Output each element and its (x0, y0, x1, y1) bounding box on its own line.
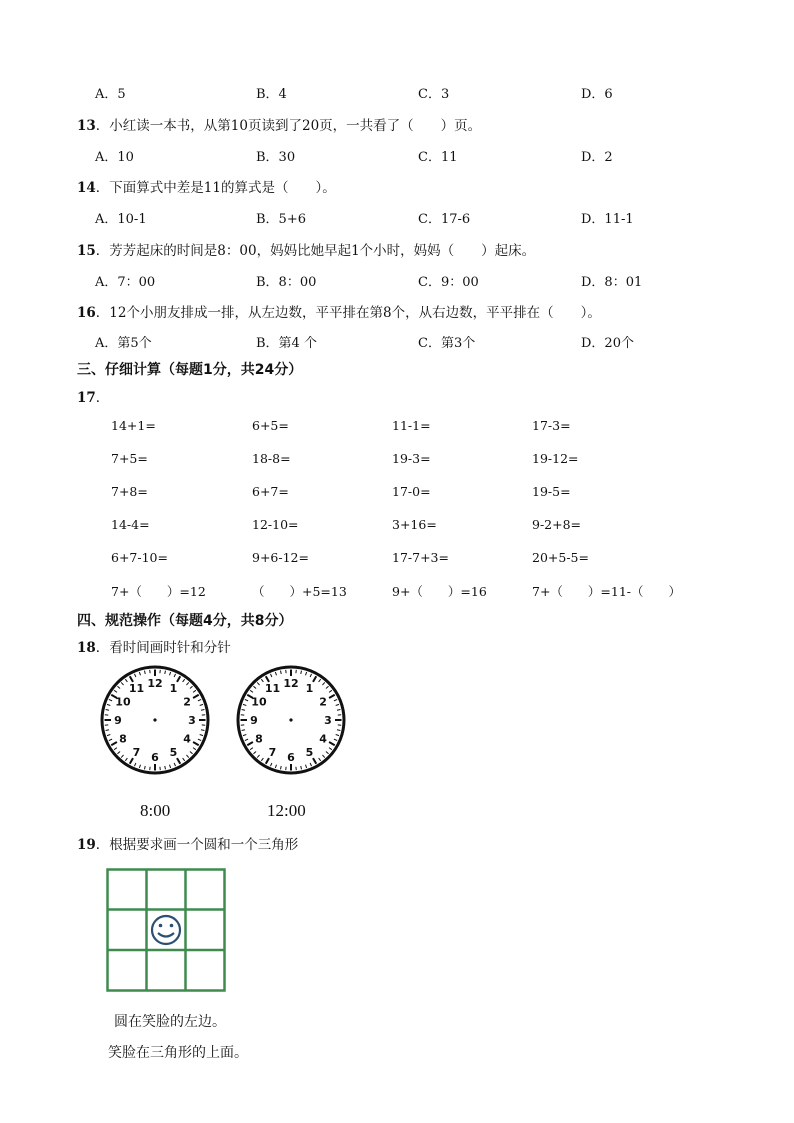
q16-option-a: A．第5个 (95, 336, 152, 351)
calc-item: 9+（ ）=16 (392, 584, 487, 599)
calc-item: 12-10= (252, 517, 299, 532)
section-4-heading: 四、规范操作（每题4分，共8分） (77, 613, 293, 629)
drawing-grid[interactable] (106, 868, 226, 992)
q13-option-a: A．10 (95, 150, 134, 165)
clock-number: 5 (305, 746, 314, 760)
clock-number: 6 (287, 751, 295, 764)
clock-tick (242, 710, 245, 711)
question-text: ．芳芳起床的时间是8：00，妈妈比她早起1个小时，妈妈（ ）起床。 (95, 243, 536, 259)
calc-item: 7+8= (111, 484, 148, 499)
question-text: ．12个小朋友排成一排，从左边数，平平排在第8个，从右边数，平平排在（ ）。 (95, 305, 601, 321)
clock-number: 3 (188, 714, 196, 727)
q12-option-c: C．3 (418, 87, 450, 102)
clock-tick (281, 671, 282, 674)
q12-option-d: D．6 (581, 87, 613, 102)
clock-number: 10 (115, 695, 131, 709)
q15-option-d: D．8：01 (581, 275, 643, 290)
calc-item: 18-8= (252, 451, 291, 466)
q16-option-b: B．第4 个 (256, 336, 317, 351)
smiley-face-icon (152, 916, 180, 944)
question-number: 18 (77, 640, 96, 656)
question-text: ．小红读一本书，从第10页读到了20页，一共看了（ ）页。 (95, 118, 482, 134)
clock-number: 12 (147, 677, 163, 690)
clock-number: 11 (128, 681, 145, 695)
calc-item: 6+7= (252, 484, 289, 499)
clock-tick (165, 766, 166, 769)
q16-option-c: C．第3个 (418, 336, 476, 351)
calc-item: 17-7+3= (392, 550, 449, 565)
clock-tick (301, 766, 302, 769)
clock-tick (301, 671, 302, 674)
q14-option-d: D．11-1 (581, 212, 634, 227)
question-number: 17 (77, 390, 96, 406)
calc-item: 7+5= (111, 451, 148, 466)
question-14 (77, 176, 336, 196)
question-text: ．根据要求画一个圆和一个三角形 (95, 837, 299, 853)
clock-number: 7 (268, 746, 277, 760)
clock-face-icon (99, 664, 211, 776)
clock-number: 12 (283, 677, 299, 690)
clock-number: 9 (250, 714, 258, 727)
clock-tick (337, 730, 340, 731)
clock-number: 3 (324, 714, 332, 727)
q13-option-c: C．11 (418, 150, 458, 165)
clock-time-label: 8:00 (140, 801, 171, 820)
q14-option-a: A．10-1 (95, 212, 147, 227)
question-text: ．看时间画时针和分针 (95, 640, 231, 656)
question-17 (77, 386, 109, 406)
clock-center-dot (153, 718, 156, 721)
calc-item: 17-3= (532, 418, 571, 433)
q15-option-c: C．9：00 (418, 275, 479, 290)
clock-tick (145, 766, 146, 769)
clock-tick (337, 710, 340, 711)
clock-face-icon (235, 664, 347, 776)
question-19 (77, 833, 298, 853)
clock-tick (201, 730, 204, 731)
q12-option-a: A．5 (95, 87, 126, 102)
clock-number: 11 (264, 681, 281, 695)
calc-item: 6+5= (252, 418, 289, 433)
calc-item: 20+5-5= (532, 550, 589, 565)
q13-option-d: D．2 (581, 150, 613, 165)
q12-option-b: B．4 (256, 87, 287, 102)
q14-option-b: B．5+6 (256, 212, 306, 227)
calc-item: （ ）+5=13 (252, 584, 347, 599)
clock-number: 2 (319, 695, 327, 709)
instruction-smiley-position: 笑脸在三角形的上面。 (108, 1045, 248, 1061)
calc-item: 3+16= (392, 517, 437, 532)
question-15 (77, 239, 535, 259)
clock-number: 6 (151, 751, 159, 764)
calc-item: 17-0= (392, 484, 431, 499)
calc-item: 9+6-12= (252, 550, 309, 565)
question-number: 14 (77, 180, 96, 196)
clock-tick (145, 671, 146, 674)
clock-center-dot (289, 718, 292, 721)
clock-number: 9 (114, 714, 122, 727)
calc-item: 19-12= (532, 451, 579, 466)
clock-number: 10 (251, 695, 267, 709)
clock-number: 8 (255, 732, 263, 746)
clock-tick (201, 710, 204, 711)
clock-tick (106, 710, 109, 711)
question-number: 19 (77, 837, 96, 853)
clock-number: 1 (305, 681, 314, 695)
clock-number: 5 (169, 746, 178, 760)
q14-option-c: C．17-6 (418, 212, 471, 227)
calc-item: 7+（ ）=12 (111, 584, 206, 599)
calc-item: 14-4= (111, 517, 150, 532)
clock-number: 7 (132, 746, 141, 760)
clock-number: 4 (319, 732, 327, 746)
calc-item: 19-3= (392, 451, 431, 466)
q13-option-b: B．30 (256, 150, 296, 165)
calc-item: 6+7-10= (111, 550, 168, 565)
clock-number: 1 (169, 681, 178, 695)
question-18 (77, 636, 231, 656)
calc-item: 11-1= (392, 418, 431, 433)
calc-item: 14+1= (111, 418, 156, 433)
calc-item: 9-2+8= (532, 517, 582, 532)
q15-option-b: B．8：00 (256, 275, 317, 290)
question-number: 16 (77, 305, 96, 321)
clock-number: 4 (183, 732, 191, 746)
clock-number: 8 (119, 732, 127, 746)
grid-lines (108, 870, 225, 991)
question-13 (77, 114, 481, 134)
q15-option-a: A．7：00 (95, 275, 156, 290)
question-text: ．下面算式中差是11的算式是（ ）。 (95, 180, 336, 196)
clock-tick (106, 730, 109, 731)
question-16 (77, 301, 601, 321)
clock-number: 2 (183, 695, 191, 709)
calc-item: 19-5= (532, 484, 571, 499)
clock-tick (242, 730, 245, 731)
clock-tick (165, 671, 166, 674)
question-number: 13 (77, 118, 96, 134)
calc-item: 7+（ ）=11-（ ） (532, 584, 682, 599)
question-number: 15 (77, 243, 96, 259)
instruction-circle-position: 圆在笑脸的左边。 (114, 1014, 226, 1030)
question-text: ． (95, 390, 110, 406)
clock-tick (281, 766, 282, 769)
clock-time-label: 12:00 (267, 801, 306, 820)
section-3-heading: 三、仔细计算（每题1分，共24分） (77, 362, 303, 378)
q16-option-d: D．20个 (581, 336, 634, 351)
